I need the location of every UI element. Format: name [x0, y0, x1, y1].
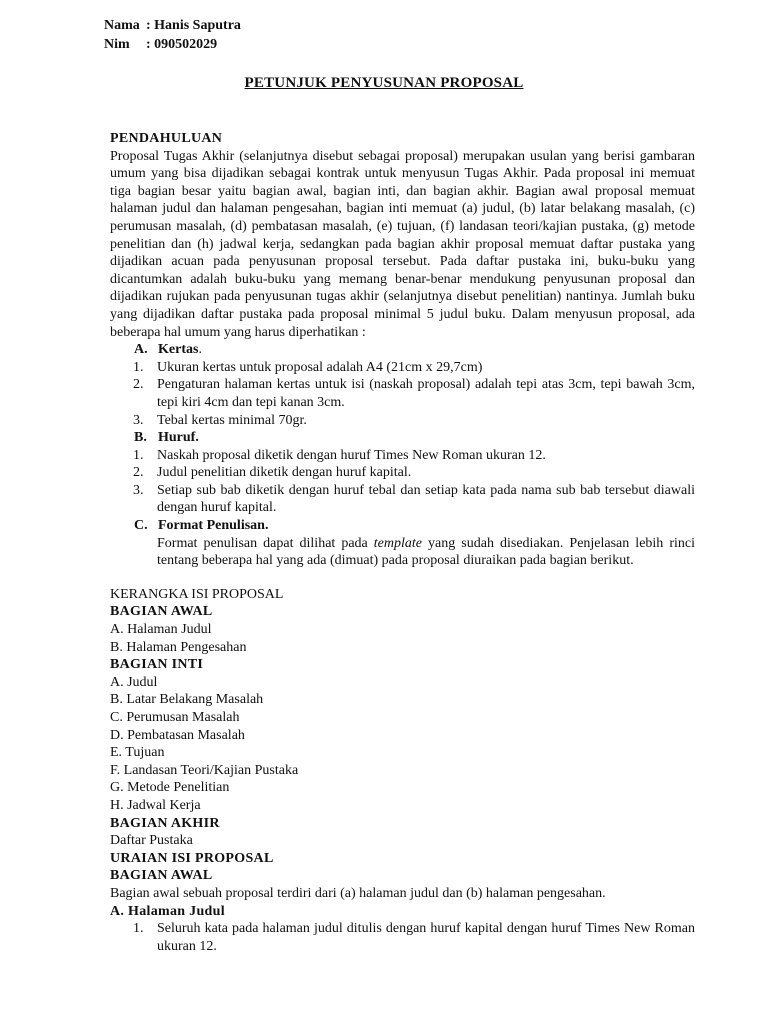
- list-text: Pengaturan halaman kertas untuk isi (naskah proposal) adalah tepi atas 3cm, tepi bawah 3cm, tepi kiri 4cm dan tepi kanan 3cm.: [157, 377, 695, 410]
- list-text: Judul penelitian diketik dengan huruf kapital.: [157, 465, 412, 481]
- list-number: 3.: [133, 482, 144, 498]
- kerangka-akhir-heading: BAGIAN AKHIR: [110, 815, 220, 831]
- kerangka-awal-heading: BAGIAN AWAL: [110, 604, 213, 620]
- uraian-awal-heading: BAGIAN AWAL: [110, 868, 213, 884]
- list-text: Ukuran kertas untuk proposal adalah A4 (21cm x 29,7cm): [157, 359, 483, 375]
- format-text-before: Format penulisan dapat dilihat pada: [157, 535, 374, 551]
- format-title: Format Penulisan.: [158, 518, 269, 534]
- list-item: [110, 464, 695, 482]
- uraian-awal-text: Bagian awal sebuah proposal terdiri dari (a) halaman judul dan (b) halaman pengesahan.: [110, 885, 606, 901]
- list-number: 1.: [133, 359, 144, 375]
- list-number: 2.: [133, 465, 144, 481]
- nim-row: [104, 35, 241, 54]
- document-title: PETUNJUK PENYUSUNAN PROPOSAL: [244, 75, 524, 91]
- list-item: C. Perumusan Masalah: [110, 710, 240, 725]
- list-item: A. Halaman Judul: [110, 622, 212, 638]
- uraian-sub-heading: A. Halaman Judul: [110, 903, 225, 919]
- uraian-heading: URAIAN ISI PROPOSAL: [110, 850, 274, 866]
- list-item: B. Latar Belakang Masalah: [110, 692, 264, 708]
- list-item: [110, 412, 695, 430]
- pendahuluan-heading: PENDAHULUAN: [110, 131, 223, 146]
- list-number: 1.: [133, 921, 144, 937]
- kertas-heading: A. Kertas .: [134, 342, 202, 358]
- name-label: Nama: [104, 18, 140, 33]
- list-text: Setiap sub bab diketik dengan huruf tebal dan setiap kata pada nama sub bab tersebut diawali dengan huruf kapital.: [157, 482, 695, 516]
- list-item: Daftar Pustaka: [110, 833, 193, 849]
- list-item: H. Jadwal Kerja: [110, 797, 201, 813]
- list-number: 3.: [133, 412, 144, 428]
- kertas-title: Kertas: [158, 342, 199, 358]
- huruf-heading: [110, 429, 695, 447]
- list-item: [110, 482, 695, 517]
- list-item: F. Landasan Teori/Kajian Pustaka: [110, 762, 299, 778]
- name-value: : Hanis Saputra: [146, 18, 241, 33]
- list-text: Naskah proposal diketik dengan huruf Times New Roman ukuran 12.: [157, 447, 546, 463]
- format-text-italic: template: [373, 535, 423, 551]
- list-text: Seluruh kata pada halaman judul ditulis dengan huruf kapital dengan huruf Times New Roman ukuran 12.: [157, 921, 695, 954]
- list-item: [110, 920, 695, 955]
- format-text-after: yang sudah disediakan. Penjelasan lebih rinci tentang beberapa hal yang ada (dimuat) pada proposal diuraikan pada bagian berikut.: [157, 535, 695, 569]
- list-item: [110, 376, 695, 411]
- list-item: A. Judul: [110, 674, 158, 690]
- student-header: [104, 16, 241, 54]
- nim-label: Nim: [104, 37, 130, 52]
- huruf-title: Huruf.: [158, 430, 199, 446]
- pendahuluan-paragraph: Proposal Tugas Akhir (selanjutnya disebut sebagai proposal) merupakan usulan yang berisi gambaran umum yang bisa dijadikan sebagai kontrak untuk menyusun Tugas Akhir. Pada proposal ini memuat tiga bagian besar yaitu bagian awal, bagian inti, dan bagian akhir. Bagian awal proposal memuat halaman judul dan halaman pengesahan, bagian inti memuat (a) judul, (b) latar belakang masalah, (c) perumusan masalah, (d) pembatasan masalah, (e) tujuan, (f) landasan teori/kajian pustaka, (g) metode penelitian dan (h) jadwal kerja, sedangkan pada bagian akhir proposal memuat daftar pustaka yang dijadikan acuan pada penyusunan proposal tersebut. Pada daftar pustaka ini, buku-buku yang dicantumkan adalah buku-buku yang memang benar-benar mendukung penyusunan proposal dan dijadikan rujukan pada penyusunan tugas akhir (selanjutnya disebut penelitian) nantinya. Jumlah buku yang dijadikan daftar pustaka pada proposal minimal 5 judul buku. Dalam menyusun proposal, ada beberapa hal umum yang harus diperhatikan :: [110, 148, 695, 340]
- nim-value: : 090502029: [146, 37, 218, 52]
- list-item: [110, 359, 695, 377]
- list-number: 2.: [133, 377, 144, 393]
- list-number: 1.: [133, 447, 144, 463]
- format-heading: [110, 517, 695, 535]
- list-item: G. Metode Penelitian: [110, 780, 230, 796]
- list-item: D. Pembatasan Masalah: [110, 727, 245, 743]
- kerangka-inti-heading: BAGIAN INTI: [110, 657, 204, 673]
- document-body: [110, 130, 695, 955]
- list-item: E. Tujuan: [110, 745, 165, 761]
- list-item: [110, 447, 695, 465]
- list-text: Tebal kertas minimal 70gr.: [157, 412, 307, 428]
- format-paragraph: [157, 535, 695, 570]
- name-row: [104, 16, 241, 35]
- list-item: B. Halaman Pengesahan: [110, 639, 247, 655]
- kerangka-heading: KERANGKA ISI PROPOSAL: [110, 586, 284, 602]
- huruf-letter: B.: [134, 430, 147, 446]
- format-letter: C.: [134, 518, 148, 534]
- kertas-letter: A.: [134, 342, 148, 358]
